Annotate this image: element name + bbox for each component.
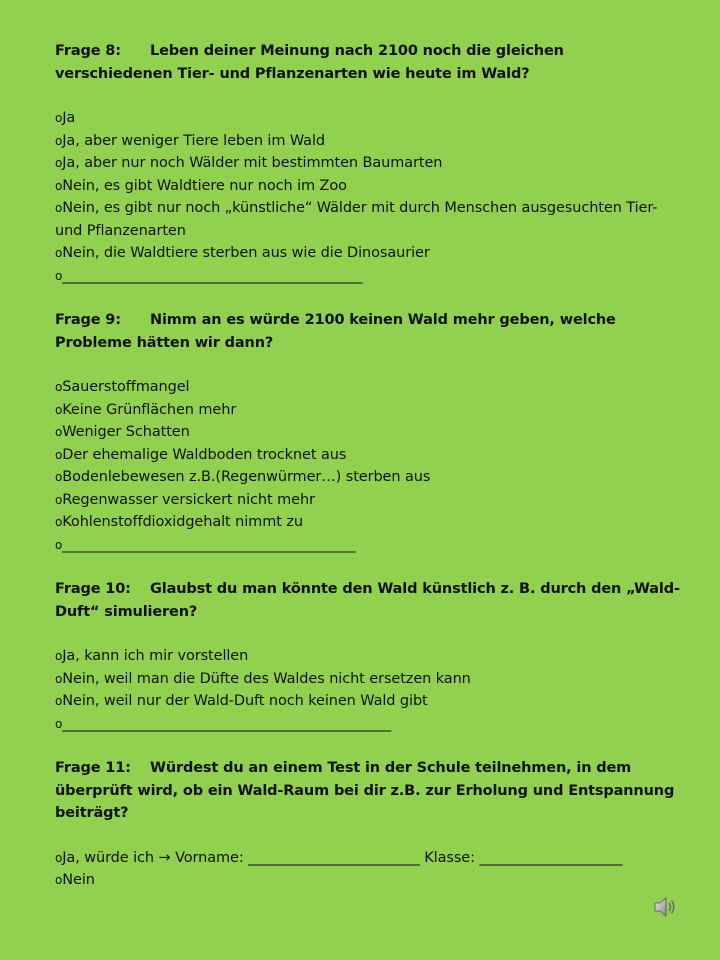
option-wald-duft[interactable]: oNein, weil nur der Wald-Duft noch keinen Wald gibt	[55, 693, 428, 709]
radio-circle-icon: o	[55, 850, 63, 865]
question-number: Frage 8:	[55, 43, 121, 59]
option-list	[55, 645, 680, 735]
question-text: Nimm an es würde 2100 keinen Wald mehr geben, welche Probleme hätten wir dann?	[55, 312, 616, 351]
radio-circle-icon: o	[55, 111, 63, 125]
questionnaire	[55, 40, 680, 914]
option-dinosaurier[interactable]: oNein, die Waldtiere sterben aus wie die Dinosaurier	[55, 245, 430, 261]
option-blank[interactable]: o__________________________________________	[55, 267, 363, 284]
radio-circle-icon: o	[55, 133, 63, 148]
option-duefte[interactable]: oNein, weil man die Düfte des Waldes nicht ersetzen kann	[55, 670, 471, 687]
radio-circle-icon: o	[55, 402, 63, 417]
option-list	[55, 376, 680, 556]
radio-circle-icon: o	[55, 201, 63, 215]
radio-circle-icon: o	[55, 873, 63, 887]
radio-circle-icon: o	[55, 447, 63, 462]
question-block-10	[55, 578, 680, 735]
option-nein[interactable]: oNein	[55, 872, 95, 888]
option-regenwasser[interactable]: oRegenwasser versickert nicht mehr	[55, 491, 315, 508]
radio-circle-icon: o	[55, 268, 63, 283]
question-text: Glaubst du man könnte den Wald künstlich z. B. durch den „Wald-Duft“ simulieren?	[55, 581, 680, 620]
option-gruenflaechen[interactable]: oKeine Grünflächen mehr	[55, 401, 237, 418]
option-schatten[interactable]: oWeniger Schatten	[55, 424, 190, 440]
option-kuenstliche-waelder[interactable]: oNein, es gibt nur noch „künstliche“ Wälder mit durch Menschen ausgesuchten Tier- und Pflanzenarten	[55, 200, 658, 239]
radio-circle-icon: o	[55, 515, 63, 529]
option-blank[interactable]: o______________________________________________	[55, 715, 392, 732]
radio-circle-icon: o	[55, 246, 63, 260]
radio-circle-icon: o	[55, 425, 63, 439]
question-text: Würdest du an einem Test in der Schule teilnehmen, in dem überprüft wird, ob ein Wald-Raum bei dir z.B. zur Erholung und Entspannung beiträgt?	[55, 760, 675, 821]
radio-circle-icon: o	[55, 380, 63, 394]
question-text: Leben deiner Meinung nach 2100 noch die gleichen verschiedenen Tier- und Pflanzenarten wie heute im Wald?	[55, 43, 564, 82]
option-sauerstoffmangel[interactable]: oSauerstoffmangel	[55, 379, 190, 395]
question-block-8	[55, 40, 680, 287]
radio-circle-icon: o	[55, 649, 63, 663]
question-number: Frage 9:	[55, 312, 121, 328]
option-vorstellen[interactable]: oJa, kann ich mir vorstellen	[55, 648, 249, 664]
option-bodenlebewesen[interactable]: oBodenlebewesen z.B.(Regenwürmer…) sterben aus	[55, 469, 431, 485]
question-number: Frage 11:	[55, 760, 131, 776]
question-10	[55, 578, 680, 623]
question-number: Frage 10:	[55, 581, 131, 597]
question-block-11	[55, 757, 680, 892]
question-8	[55, 40, 680, 85]
radio-circle-icon: o	[55, 178, 63, 193]
radio-circle-icon: o	[55, 716, 63, 731]
option-weniger-tiere[interactable]: oJa, aber weniger Tiere leben im Wald	[55, 132, 326, 149]
question-9	[55, 309, 680, 354]
option-baumarten[interactable]: oJa, aber nur noch Wälder mit bestimmten Baumarten	[55, 155, 443, 171]
question-block-9	[55, 309, 680, 556]
radio-circle-icon: o	[55, 470, 63, 484]
option-ja[interactable]: oJa	[55, 110, 76, 126]
radio-circle-icon: o	[55, 156, 63, 170]
option-ja-wuerde-ich[interactable]: oJa, würde ich → Vorname: ________________________ Klasse: ____________________	[55, 849, 623, 866]
option-list	[55, 107, 680, 287]
option-list	[55, 847, 680, 892]
option-blank[interactable]: o_________________________________________	[55, 536, 356, 553]
radio-circle-icon: o	[55, 537, 63, 552]
radio-circle-icon: o	[55, 694, 63, 708]
radio-circle-icon: o	[55, 492, 63, 507]
option-zoo[interactable]: oNein, es gibt Waldtiere nur noch im Zoo	[55, 177, 347, 194]
radio-circle-icon: o	[55, 671, 63, 686]
question-11	[55, 757, 680, 825]
option-kohlenstoffdioxid[interactable]: oKohlenstoffdioxidgehalt nimmt zu	[55, 514, 303, 530]
speaker-icon[interactable]	[652, 894, 678, 920]
option-waldboden[interactable]: oDer ehemalige Waldboden trocknet aus	[55, 446, 347, 463]
